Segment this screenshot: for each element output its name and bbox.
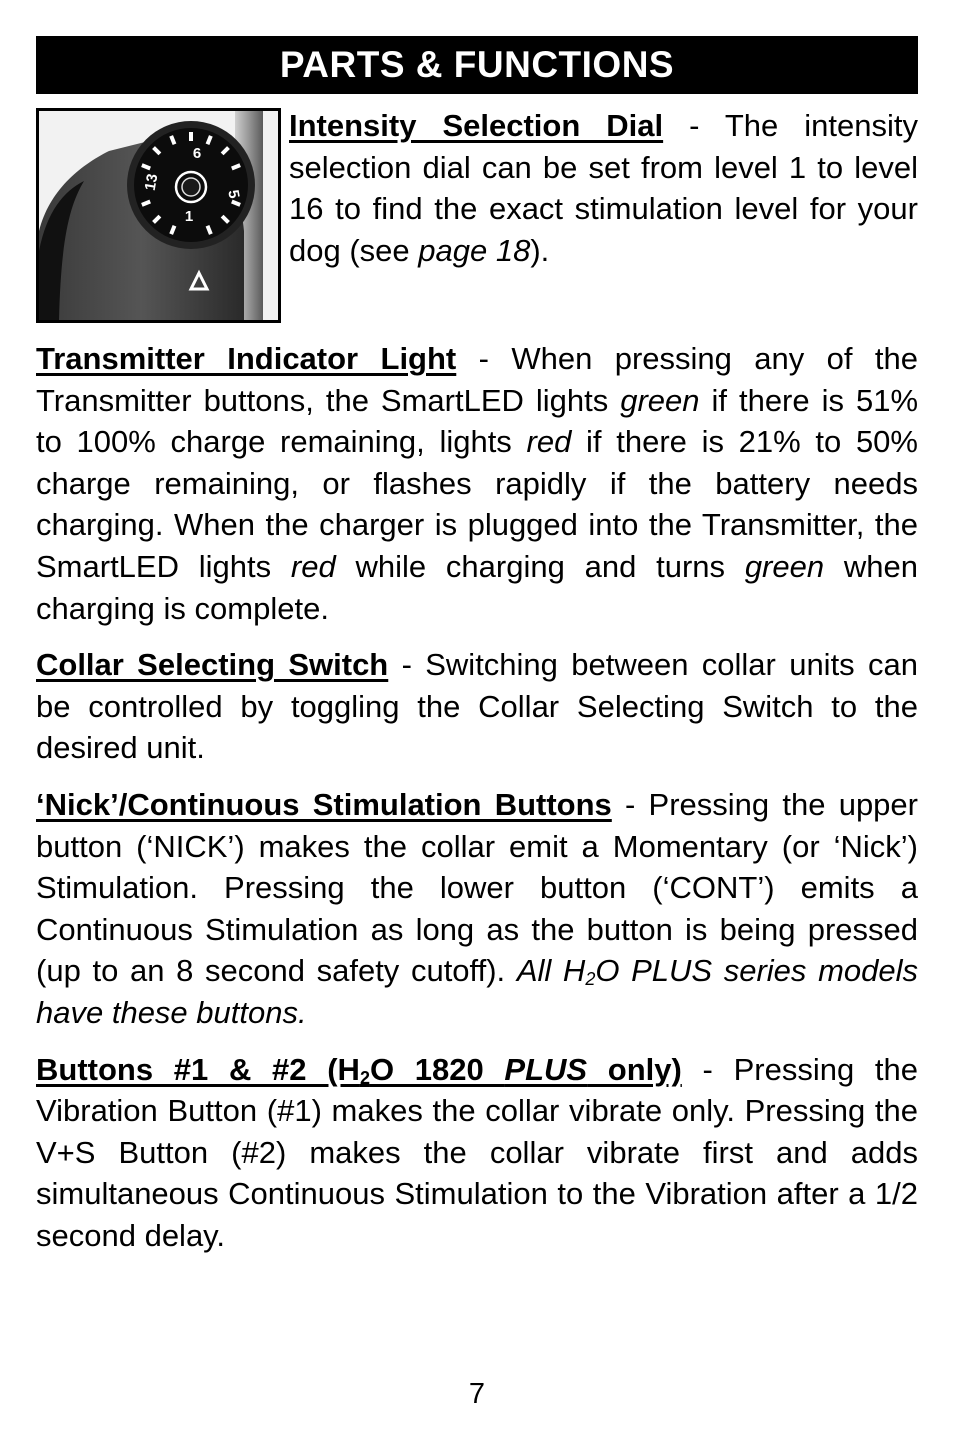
dial-description: Intensity Selection Dial - The intensity selection dial can be set from level 1 to level 16 to find the exact stimulation level for your dog (see page 18).: [289, 108, 918, 268]
nick-buttons-term: ‘Nick’/Continuous Stimulation Buttons: [36, 786, 612, 822]
dial-term: Intensity Selection Dial: [289, 108, 664, 143]
page-number: 7: [468, 1378, 486, 1410]
vibration-buttons-description: Buttons #1 & #2 ($H_2O$ 1820 PLUS only) - Pressing the Vibration Button (#1) makes the collar vibrate only. Pressing the V+S Button (#2) makes the collar vibrate first and adds simultaneous Continuous Stimulation to the Vibration after a 1/2 second delay.: [36, 1051, 918, 1253]
section-title: PARTS & FUNCTIONS: [279, 44, 675, 85]
nick-buttons-description: ‘Nick’/Continuous Stimulation Buttons - Pressing the upper button (‘NICK’) makes the collar emit a Momentary (or ‘Nick’) Stimulation. Pressing the lower button (‘CONT’) emits a Continuous Stimulation as long as the button is being pressed (up to an 8 second safety cutoff). All $H_2O$ PLUS series models have these buttons.: [36, 786, 919, 1030]
dial-knob: [127, 121, 255, 249]
vibration-buttons-term: Buttons #1 & #2 ($H_2O$ 1820 PLUS only): [36, 1051, 682, 1088]
dial-number-top: 6: [192, 145, 202, 162]
collar-switch-description: Collar Selecting Switch - Switching between collar units can be controlled by toggling the Collar Selecting Switch to the desired unit.: [36, 647, 918, 766]
indicator-description: Transmitter Indicator Light - When pressing any of the Transmitter buttons, the SmartLED lights green if there is 51% to 100% charge remaining, lights red if there is 21% to 50% charge remaining, or flashes rapidly if the battery needs charging. When the charger is plugged into the Transmitter, the SmartLED lights red while charging and turns green when charging is complete.: [36, 341, 919, 626]
dial-section: [36, 108, 918, 323]
dial-number-left: 13: [141, 172, 162, 192]
collar-switch-term: Collar Selecting Switch: [36, 647, 389, 683]
section-header: [36, 36, 918, 94]
dial-number-right: 5: [224, 188, 243, 200]
models-note: All $H_2O$ PLUS series models have these buttons.: [36, 953, 919, 1030]
manual-page: [36, 36, 918, 1256]
intensity-dial-image: [39, 111, 278, 320]
indicator-term: Transmitter Indicator Light: [36, 341, 457, 376]
dial-number-bottom: 1: [184, 208, 194, 225]
dial-photo: [36, 108, 281, 323]
